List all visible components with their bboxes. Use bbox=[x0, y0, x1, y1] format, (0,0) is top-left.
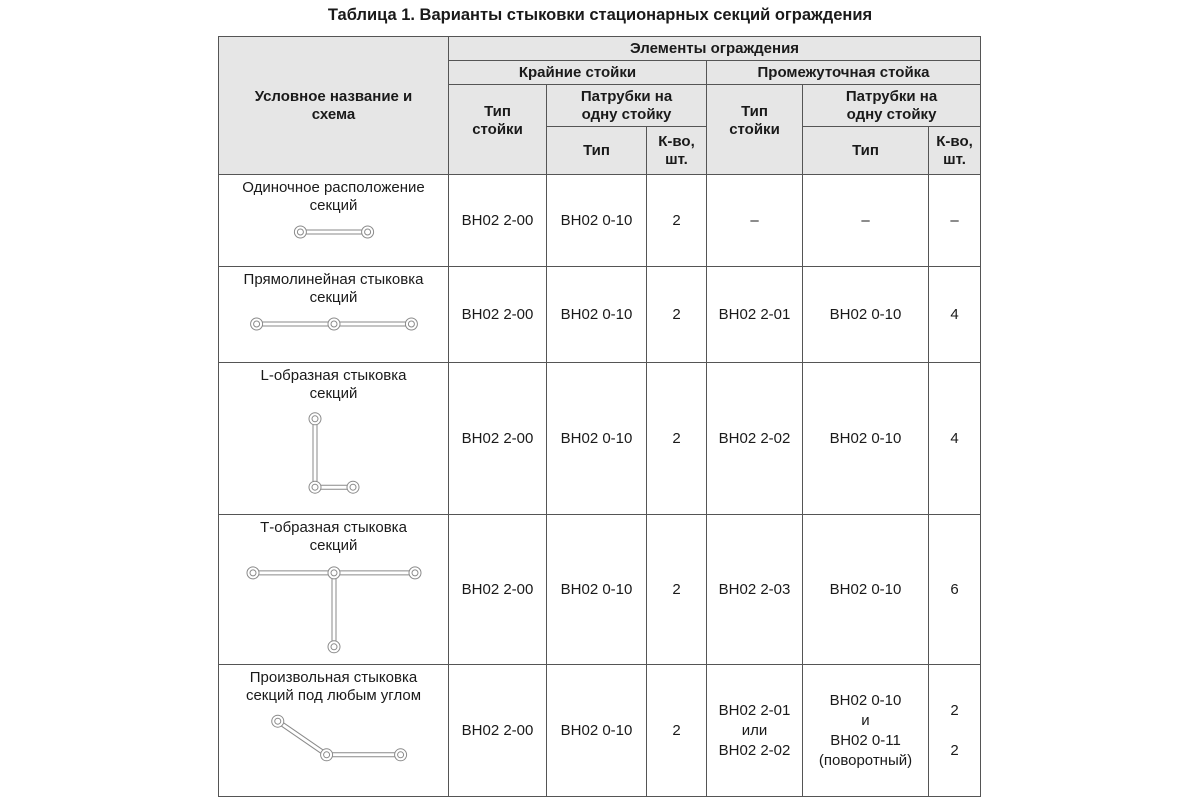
cell-end-pipe: ВН02 0-10 bbox=[547, 665, 647, 797]
scheme-cell bbox=[219, 665, 449, 797]
cell-mid-pipe: ВН02 0-10 bbox=[803, 515, 929, 665]
cell-mid-qty: 4 bbox=[929, 363, 981, 515]
cell-end-qty: 2 bbox=[647, 665, 707, 797]
cell-end-qty: 2 bbox=[647, 175, 707, 267]
section-rail bbox=[276, 723, 325, 757]
cell-mid-qty: 6 bbox=[929, 515, 981, 665]
cell-mid-qty: 4 bbox=[929, 267, 981, 363]
post-node bbox=[347, 481, 359, 493]
post-node bbox=[409, 567, 421, 579]
cell-end-type: ВН02 2-00 bbox=[449, 363, 547, 515]
scheme-diagram bbox=[284, 223, 384, 241]
cell-end-type: ВН02 2-00 bbox=[449, 515, 547, 665]
scheme-name: Произвольная стыковка секций под любым углом bbox=[245, 669, 422, 704]
cell-end-type: ВН02 2-00 bbox=[449, 267, 547, 363]
scheme-cell bbox=[219, 267, 449, 363]
cell-mid-pipe: ВН02 0-10 bbox=[803, 267, 929, 363]
header-end-post-type: Тип стойки bbox=[449, 85, 547, 175]
post-node bbox=[394, 749, 406, 761]
post-node bbox=[320, 749, 332, 761]
scheme-diagram bbox=[252, 709, 416, 767]
header-end-pipes: Патрубки на одну стойку bbox=[547, 85, 707, 127]
cell-mid-pipe: – bbox=[803, 175, 929, 267]
scheme-cell bbox=[219, 515, 449, 665]
table-row bbox=[219, 267, 981, 363]
post-node bbox=[328, 567, 340, 579]
cell-mid-qty: – bbox=[929, 175, 981, 267]
cell-mid-type: – bbox=[707, 175, 803, 267]
section-rail bbox=[278, 720, 327, 754]
table-caption: Таблица 1. Варианты стыковки стационарных секций ограждения bbox=[327, 6, 873, 24]
post-node bbox=[247, 567, 259, 579]
scheme-diagram bbox=[236, 559, 432, 659]
post-node bbox=[328, 318, 340, 330]
header-end-qty: К-во, шт. bbox=[647, 127, 707, 175]
post-node bbox=[271, 715, 283, 727]
cell-mid-type: ВН02 2-01 bbox=[707, 267, 803, 363]
table-row bbox=[219, 363, 981, 515]
post-node bbox=[328, 641, 340, 653]
cell-mid-pipe: ВН02 0-10 и ВН02 0-11 (поворотный) bbox=[803, 665, 929, 797]
cell-end-pipe: ВН02 0-10 bbox=[547, 267, 647, 363]
header-middle-post: Промежуточная стойка bbox=[707, 61, 981, 85]
header-end-posts: Крайние стойки bbox=[449, 61, 707, 85]
scheme-name: Прямолинейная стыковка секций bbox=[243, 271, 424, 306]
header-mid-qty: К-во, шт. bbox=[929, 127, 981, 175]
docking-variants-table bbox=[218, 36, 981, 797]
table-body bbox=[219, 175, 981, 797]
table-row bbox=[219, 175, 981, 267]
cell-end-pipe: ВН02 0-10 bbox=[547, 175, 647, 267]
scheme-name: Одиночное расположение секций bbox=[242, 179, 425, 214]
table-row bbox=[219, 515, 981, 665]
scheme-cell bbox=[219, 363, 449, 515]
cell-end-type: ВН02 2-00 bbox=[449, 665, 547, 797]
cell-end-pipe: ВН02 0-10 bbox=[547, 515, 647, 665]
cell-end-qty: 2 bbox=[647, 267, 707, 363]
scheme-diagram bbox=[288, 407, 380, 499]
cell-mid-pipe: ВН02 0-10 bbox=[803, 363, 929, 515]
post-node bbox=[309, 413, 321, 425]
header-mid-post-type: Тип стойки bbox=[707, 85, 803, 175]
table-row bbox=[219, 665, 981, 797]
post-node bbox=[309, 481, 321, 493]
scheme-cell bbox=[219, 175, 449, 267]
cell-end-type: ВН02 2-00 bbox=[449, 175, 547, 267]
cell-mid-type: ВН02 2-03 bbox=[707, 515, 803, 665]
header-scheme: Условное название и схема bbox=[219, 37, 449, 175]
cell-end-pipe: ВН02 0-10 bbox=[547, 363, 647, 515]
header-mid-pipe-type: Тип bbox=[803, 127, 929, 175]
post-node bbox=[405, 318, 417, 330]
cell-mid-type: ВН02 2-01 или ВН02 2-02 bbox=[707, 665, 803, 797]
post-node bbox=[361, 226, 373, 238]
cell-mid-type: ВН02 2-02 bbox=[707, 363, 803, 515]
scheme-name: L-образная стыковка секций bbox=[260, 367, 407, 402]
post-node bbox=[294, 226, 306, 238]
cell-end-qty: 2 bbox=[647, 363, 707, 515]
header-mid-pipes: Патрубки на одну стойку bbox=[803, 85, 981, 127]
scheme-name: Т-образная стыковка секций bbox=[260, 519, 407, 554]
post-node bbox=[250, 318, 262, 330]
header-elements: Элементы ограждения bbox=[449, 37, 981, 61]
cell-end-qty: 2 bbox=[647, 515, 707, 665]
scheme-diagram bbox=[240, 315, 428, 333]
cell-mid-qty: 2 2 bbox=[929, 665, 981, 797]
header-end-pipe-type: Тип bbox=[547, 127, 647, 175]
